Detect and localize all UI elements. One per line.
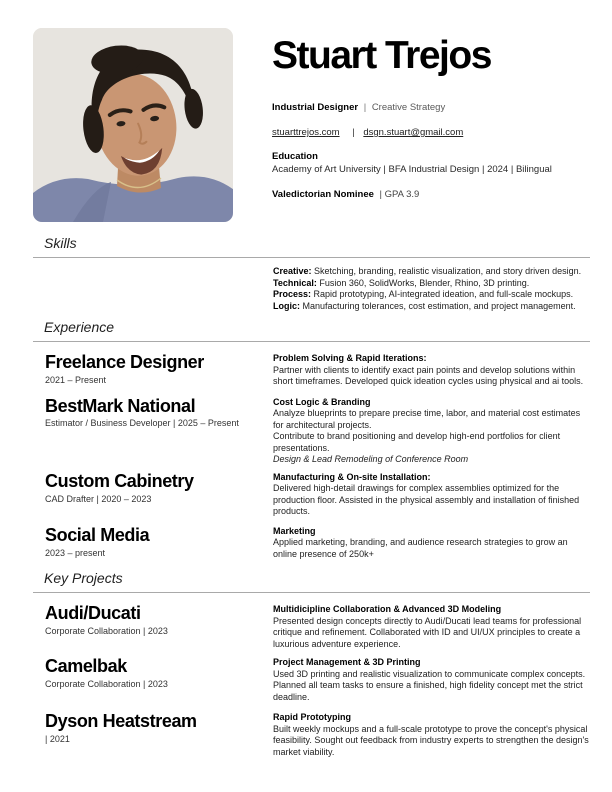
- header: [33, 28, 590, 222]
- links-separator: |: [352, 126, 355, 138]
- skills-heading: Skills: [33, 235, 590, 258]
- key-projects-section: [33, 570, 590, 758]
- skill-item: [273, 289, 590, 301]
- description-heading: Project Management & 3D Printing: [273, 657, 421, 668]
- experience-entries: [33, 353, 590, 560]
- project-meta: Corporate Collaboration | 2023: [45, 679, 168, 690]
- project-meta: Corporate Collaboration | 2023: [45, 626, 168, 637]
- entry-right: [273, 472, 590, 518]
- entry-left: [33, 353, 273, 388]
- skill-label: Technical:: [273, 277, 317, 288]
- header-text-block: [272, 28, 590, 222]
- description-body: Partner with clients to identify exact pain points and develop solutions within short timeframes. Developed quick ideation cycles using physical and ai tools.: [273, 364, 584, 387]
- website-link[interactable]: stuarttrejos.com: [272, 126, 340, 138]
- education-label: Education: [272, 150, 318, 162]
- skill-item: [273, 301, 590, 313]
- job-meta: CAD Drafter | 2020 – 2023: [45, 493, 152, 504]
- job-title: Custom Cabinetry: [45, 470, 194, 491]
- description-heading: Marketing: [273, 525, 316, 536]
- entry-right: [273, 397, 590, 466]
- skill-text: Fusion 360, SolidWorks, Blender, Rhino, 3D printing.: [316, 277, 530, 288]
- description-body: Built weekly mockups and a full-scale prototype to prove the concept's physical feasibility. Sought out feedback from industry experts to strengthen the design's market viability.: [273, 723, 589, 757]
- project-title: Audi/Ducati: [45, 603, 141, 624]
- portrait-illustration: [33, 28, 233, 222]
- job-title: Social Media: [45, 524, 150, 545]
- honor-title: Valedictorian Nominee: [272, 188, 374, 200]
- entry-left: [33, 604, 273, 650]
- description-body: Applied marketing, branding, and audience research strategies to grow an online presence of 250k+: [273, 537, 568, 559]
- skill-item: [273, 266, 590, 278]
- job-meta: 2021 – Present: [45, 374, 107, 385]
- role-subtitle: Creative Strategy: [371, 101, 446, 113]
- project-title: Dyson Heatstream: [45, 711, 197, 732]
- description-heading: Multidicipline Collaboration & Advanced 3D Modeling: [273, 604, 502, 615]
- education-line: Academy of Art University | BFA Industrial Design | 2024 | Bilingual: [272, 163, 552, 175]
- description-heading: Manufacturing & On-site Installation:: [273, 471, 431, 482]
- description-body: Delivered high-detail drawings for complex assemblies optimized for the production floor. Assisted in the physical assembly and installation of finished products.: [273, 483, 580, 517]
- entry-left: [33, 397, 273, 466]
- role-separator: |: [363, 101, 367, 113]
- entry-right: [273, 353, 590, 388]
- skill-label: Logic:: [273, 300, 300, 311]
- entry-right: [273, 526, 590, 561]
- project-entry-camelbak: [33, 657, 590, 703]
- job-meta: 2023 – present: [45, 547, 106, 558]
- experience-heading: Experience: [33, 319, 590, 342]
- entry-right: [273, 657, 590, 703]
- skill-label: Process:: [273, 289, 312, 300]
- entry-left: [33, 657, 273, 703]
- job-title: Freelance Designer: [45, 352, 204, 373]
- description-note: Design & Lead Remodeling of Conference Room: [273, 454, 469, 465]
- skill-item: [273, 278, 590, 290]
- entry-left: [33, 472, 273, 518]
- skill-label: Creative:: [273, 266, 312, 276]
- key-projects-entries: [33, 604, 590, 758]
- experience-entry-freelance: [33, 353, 590, 388]
- portrait-photo: [33, 28, 233, 222]
- description-body-2: Contribute to brand positioning and develop high-end portfolios for client presentations.: [273, 431, 561, 453]
- honor-detail: | GPA 3.9: [379, 188, 420, 200]
- job-title: BestMark National: [45, 395, 196, 416]
- skill-text: Sketching, branding, realistic visualization, and story driven design.: [311, 266, 582, 276]
- description-body: Analyze blueprints to prepare precise time, labor, and material cost estimates for architectural projects.: [273, 408, 581, 430]
- entry-right: [273, 604, 590, 650]
- entry-right: [273, 712, 590, 758]
- contact-links: [272, 127, 590, 138]
- skills-list: [273, 266, 590, 312]
- skill-text: Rapid prototyping, AI-integrated ideation, and full-scale mockups.: [311, 289, 574, 300]
- skills-section: [33, 235, 590, 312]
- role-title: Industrial Designer: [272, 101, 359, 113]
- project-entry-audi-ducati: [33, 604, 590, 650]
- experience-entry-socialmedia: [33, 526, 590, 561]
- job-meta: Estimator / Business Developer | 2025 – Present: [45, 418, 239, 429]
- entry-left: [33, 526, 273, 561]
- email-link[interactable]: dsgn.stuart@gmail.com: [363, 126, 464, 138]
- experience-section: [33, 319, 590, 560]
- experience-entry-cabinetry: [33, 472, 590, 518]
- role-line: [272, 102, 590, 113]
- key-projects-heading: Key Projects: [33, 570, 590, 593]
- entry-left: [33, 712, 273, 758]
- description-heading: Rapid Prototyping: [273, 712, 351, 723]
- project-meta: | 2021: [45, 734, 70, 745]
- project-entry-dyson-heatstream: [33, 712, 590, 758]
- description-heading: Problem Solving & Rapid Iterations:: [273, 353, 427, 364]
- honor-line: [272, 189, 590, 200]
- skill-text: Manufacturing tolerances, cost estimation, and project management.: [300, 300, 576, 311]
- description-body: Presented design concepts directly to Audi/Ducati lead teams for professional critique and refinement. Collaborated with ID and UI/UX principles to create a luxurious adventure experience.: [273, 615, 582, 649]
- description-body: Used 3D printing and realistic visualization to communicate complex concepts. Planned all team tasks to ensure a finished, high fidelity concept met the strict deadline.: [273, 668, 586, 702]
- description-heading: Cost Logic & Branding: [273, 396, 371, 407]
- project-title: Camelbak: [45, 656, 127, 677]
- person-name: Stuart Trejos: [272, 34, 491, 77]
- experience-entry-bestmark: [33, 397, 590, 466]
